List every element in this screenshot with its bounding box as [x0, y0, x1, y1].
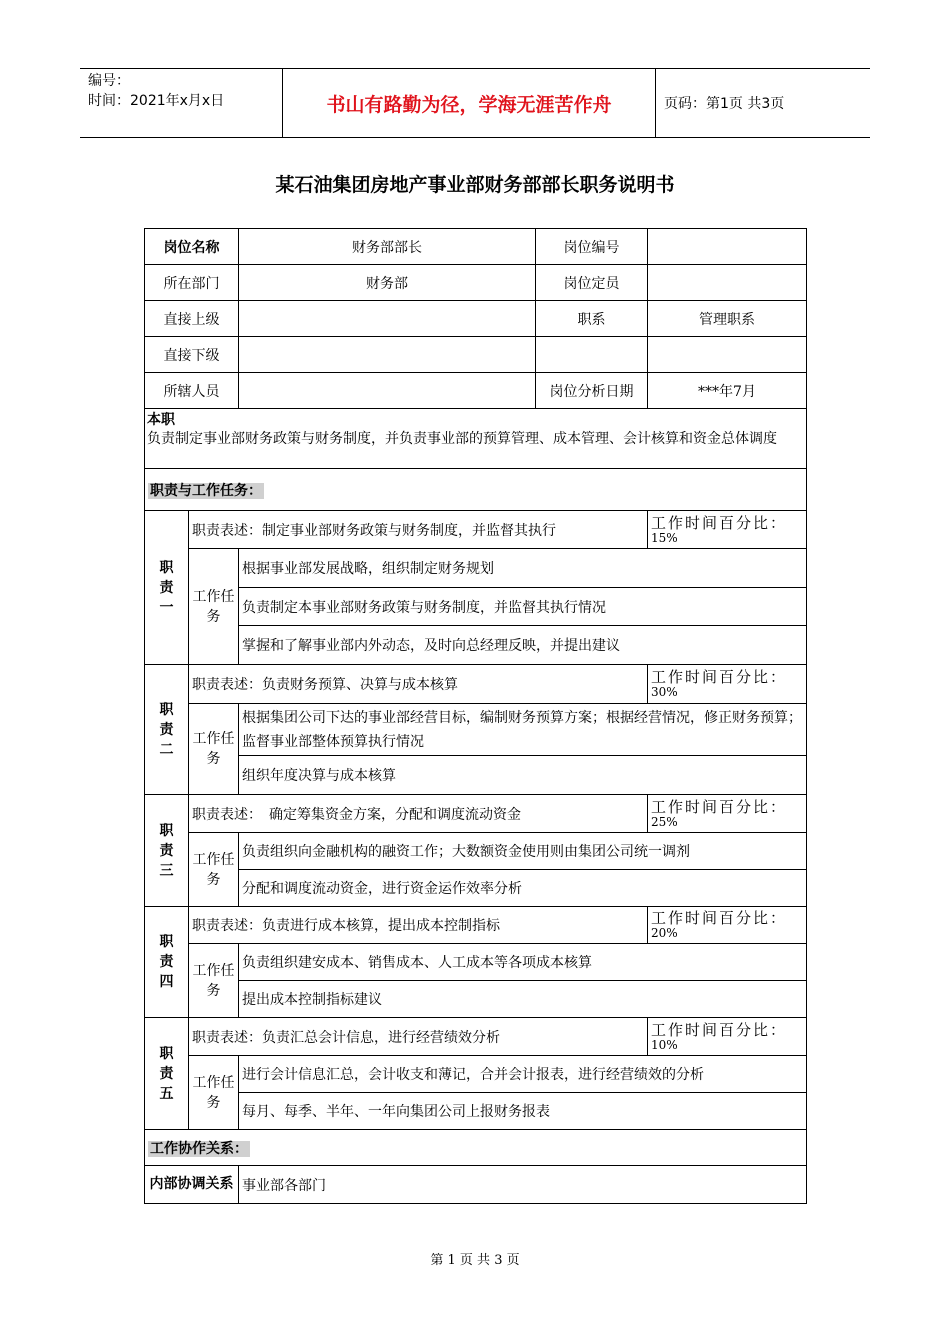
post-name-value: 财务部部长: [239, 229, 536, 265]
series-label: 职系: [536, 301, 648, 337]
duty-desc: 职责表述：制定事业部财务政策与财务制度，并监督其执行: [189, 511, 648, 549]
post-no-label: 岗位编号: [536, 229, 648, 265]
summary-cell: [145, 409, 807, 469]
number-label: 编号：: [88, 73, 130, 89]
superior-label: 直接上级: [145, 301, 239, 337]
duty-name: 职 责 二: [145, 665, 189, 795]
time-label: 时间：2021年x月x日: [88, 93, 225, 109]
duties-section-label: 职责与工作任务：: [150, 482, 262, 499]
duties-section-cell: [145, 469, 807, 511]
task-item: 分配和调度流动资金，进行资金运作效率分析: [239, 870, 807, 907]
duty-pct-cell: 工作时间百分比： 10%: [648, 1018, 807, 1056]
page-header: [80, 68, 870, 138]
duty-desc: 职责表述：负责财务预算、决算与成本核算: [189, 665, 648, 704]
duty-pct-cell: 工作时间百分比： 30%: [648, 665, 807, 704]
duty-name: 职 责 五: [145, 1018, 189, 1130]
page-info: 页码：第1页 共3页: [664, 96, 785, 112]
analysis-date-value: ***年7月: [648, 373, 807, 409]
subordinate-label: 直接下级: [145, 337, 239, 373]
task-label: 工作任务: [189, 1056, 239, 1130]
superior-value: [239, 301, 536, 337]
header-meta: [88, 71, 283, 111]
task-label: 工作任务: [189, 549, 239, 665]
document-title: 某石油集团房地产事业部财务部部长职务说明书: [275, 174, 675, 196]
summary-text: 负责制定事业部财务政策与财务制度，并负责事业部的预算管理、成本管理、会计核算和资金总体调度: [147, 431, 777, 447]
task-label: 工作任务: [189, 944, 239, 1018]
duty-name: 职 责 一: [145, 511, 189, 665]
post-no-value: [648, 229, 807, 265]
coop-section-label: 工作协作关系：: [150, 1140, 248, 1157]
duty-pct-cell: 工作时间百分比： 20%: [648, 907, 807, 944]
duty-name: 职 责 四: [145, 907, 189, 1018]
subordinate-value: [239, 337, 536, 373]
quota-value: [648, 265, 807, 301]
staff-label: 所辖人员: [145, 373, 239, 409]
internal-coop-value: 事业部各部门: [239, 1166, 807, 1204]
duty-pct: 10%: [651, 1037, 678, 1052]
task-item: 根据事业部发展战略，组织制定财务规划: [239, 549, 807, 588]
task-item: 提出成本控制指标建议: [239, 981, 807, 1018]
motto: 书山有路勤为径，学海无涯苦作舟: [282, 69, 656, 137]
analysis-date-label: 岗位分析日期: [536, 373, 648, 409]
task-label: 工作任务: [189, 833, 239, 907]
quota-label: 岗位定员: [536, 265, 648, 301]
dept-value: 财务部: [239, 265, 536, 301]
task-item: 根据集团公司下达的事业部经营目标，编制财务预算方案；根据经营情况，修正财务预算；监督事业部整体预算执行情况: [239, 704, 807, 756]
duty-pct: 20%: [651, 926, 678, 940]
page-footer: 第 1 页 共 3 页: [430, 1253, 520, 1268]
empty-cell: [648, 337, 807, 373]
task-item: 每月、每季、半年、一年向集团公司上报财务报表: [239, 1093, 807, 1130]
duty-desc: 职责表述：负责汇总会计信息，进行经营绩效分析: [189, 1018, 648, 1056]
task-label: 工作任务: [189, 704, 239, 795]
duty-pct-cell: 工作时间百分比： 25%: [648, 795, 807, 833]
duty-pct: 25%: [651, 814, 678, 829]
internal-coop-label: 内部协调关系: [145, 1166, 239, 1204]
series-value: 管理职系: [648, 301, 807, 337]
duty-pct-cell: 工作时间百分比： 15%: [648, 511, 807, 549]
job-description-table: [144, 228, 807, 1204]
post-name-label: 岗位名称: [145, 229, 239, 265]
task-item: 负责制定本事业部财务政策与财务制度，并监督其执行情况: [239, 588, 807, 626]
task-item: 进行会计信息汇总，会计收支和薄记，合并会计报表，进行经营绩效的分析: [239, 1056, 807, 1093]
staff-value: [239, 373, 536, 409]
task-item: 负责组织建安成本、销售成本、人工成本等各项成本核算: [239, 944, 807, 981]
summary-label: 本职: [147, 412, 175, 428]
duty-pct: 15%: [651, 530, 678, 545]
task-item: 掌握和了解事业部内外动态，及时向总经理反映，并提出建议: [239, 626, 807, 665]
duty-desc: 职责表述：负责进行成本核算，提出成本控制指标: [189, 907, 648, 944]
dept-label: 所在部门: [145, 265, 239, 301]
task-item: 负责组织向金融机构的融资工作；大数额资金使用则由集团公司统一调剂: [239, 833, 807, 870]
duty-desc: 职责表述： 确定筹集资金方案，分配和调度流动资金: [189, 795, 648, 833]
task-item: 组织年度决算与成本核算: [239, 756, 807, 795]
duty-pct: 30%: [651, 685, 678, 699]
empty-cell: [536, 337, 648, 373]
duty-name: 职 责 三: [145, 795, 189, 907]
coop-section-cell: [145, 1130, 807, 1166]
